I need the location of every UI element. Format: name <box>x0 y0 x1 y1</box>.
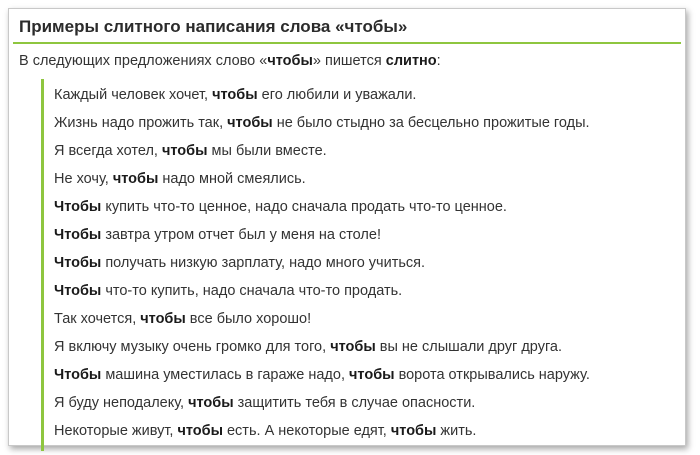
example-text: надо мной смеялись. <box>158 171 306 187</box>
example-text: защитить тебя в случае опасности. <box>233 395 476 411</box>
example-text: Каждый человек хочет, <box>54 87 213 103</box>
example-text: все было хорошо! <box>185 311 312 327</box>
example-text: Так хочется, <box>54 311 141 327</box>
example-text: его любили и уважали. <box>257 87 417 103</box>
example-keyword: чтобы <box>112 171 159 187</box>
example-line <box>54 309 311 329</box>
example-text: машина уместилась в гараже надо, <box>101 367 350 383</box>
example-keyword: чтобы <box>227 115 273 131</box>
example-line <box>54 337 562 357</box>
example-line <box>54 393 475 413</box>
example-text: получать низкую зарплату, надо много учиться. <box>101 255 426 271</box>
examples-block <box>41 79 674 451</box>
example-text: Жизнь надо прожить так, <box>54 115 228 131</box>
section-title: Примеры слитного написания слова «чтобы» <box>19 17 408 36</box>
example-line <box>54 113 590 133</box>
intro-emphasis: слитно <box>385 53 437 69</box>
example-keyword: чтобы <box>212 87 258 103</box>
example-text: вы не слышали друг друга. <box>375 339 563 355</box>
intro-part-3: : <box>436 53 441 69</box>
example-keyword: чтобы <box>177 423 223 439</box>
example-keyword: Чтобы <box>54 199 102 215</box>
example-keyword: чтобы <box>349 367 395 383</box>
title-underline <box>13 42 681 44</box>
example-keyword: чтобы <box>188 395 234 411</box>
example-text: Я всегда хотел, <box>54 143 162 159</box>
example-line <box>54 421 476 441</box>
example-keyword: чтобы <box>390 423 437 439</box>
example-keyword: Чтобы <box>54 283 102 299</box>
example-line <box>54 169 306 189</box>
example-text: Я буду неподалеку, <box>54 395 189 411</box>
example-text: жить. <box>436 423 477 439</box>
example-keyword: Чтобы <box>54 227 102 243</box>
example-line <box>54 365 590 385</box>
example-text: есть. А некоторые едят, <box>222 423 391 439</box>
example-text: Не хочу, <box>54 171 113 187</box>
example-line <box>54 197 507 217</box>
article-box <box>8 8 686 446</box>
example-line <box>54 281 402 301</box>
example-text: купить что-то ценное, надо сначала продать что-то ценное. <box>101 199 507 215</box>
example-keyword: Чтобы <box>54 255 102 271</box>
example-line <box>54 253 425 273</box>
example-text: мы были вместе. <box>207 143 327 159</box>
example-line <box>54 225 381 245</box>
example-line <box>54 141 327 161</box>
intro-text <box>19 53 441 69</box>
intro-part-1: В следующих предложениях слово « <box>19 53 268 69</box>
example-line <box>54 85 416 105</box>
example-text: ворота открывались наружу. <box>394 367 590 383</box>
intro-keyword: чтобы <box>267 53 313 69</box>
example-text: что-то купить, надо сначала что-то продать. <box>101 283 403 299</box>
example-keyword: чтобы <box>330 339 376 355</box>
example-text: Некоторые живут, <box>54 423 178 439</box>
example-text: завтра утром отчет был у меня на столе! <box>101 227 381 243</box>
example-text: не было стыдно за бесцельно прожитые годы. <box>272 115 590 131</box>
example-keyword: Чтобы <box>54 367 102 383</box>
example-keyword: чтобы <box>161 143 208 159</box>
intro-part-2: » пишется <box>312 53 386 69</box>
example-keyword: чтобы <box>140 311 186 327</box>
example-text: Я включу музыку очень громко для того, <box>54 339 331 355</box>
